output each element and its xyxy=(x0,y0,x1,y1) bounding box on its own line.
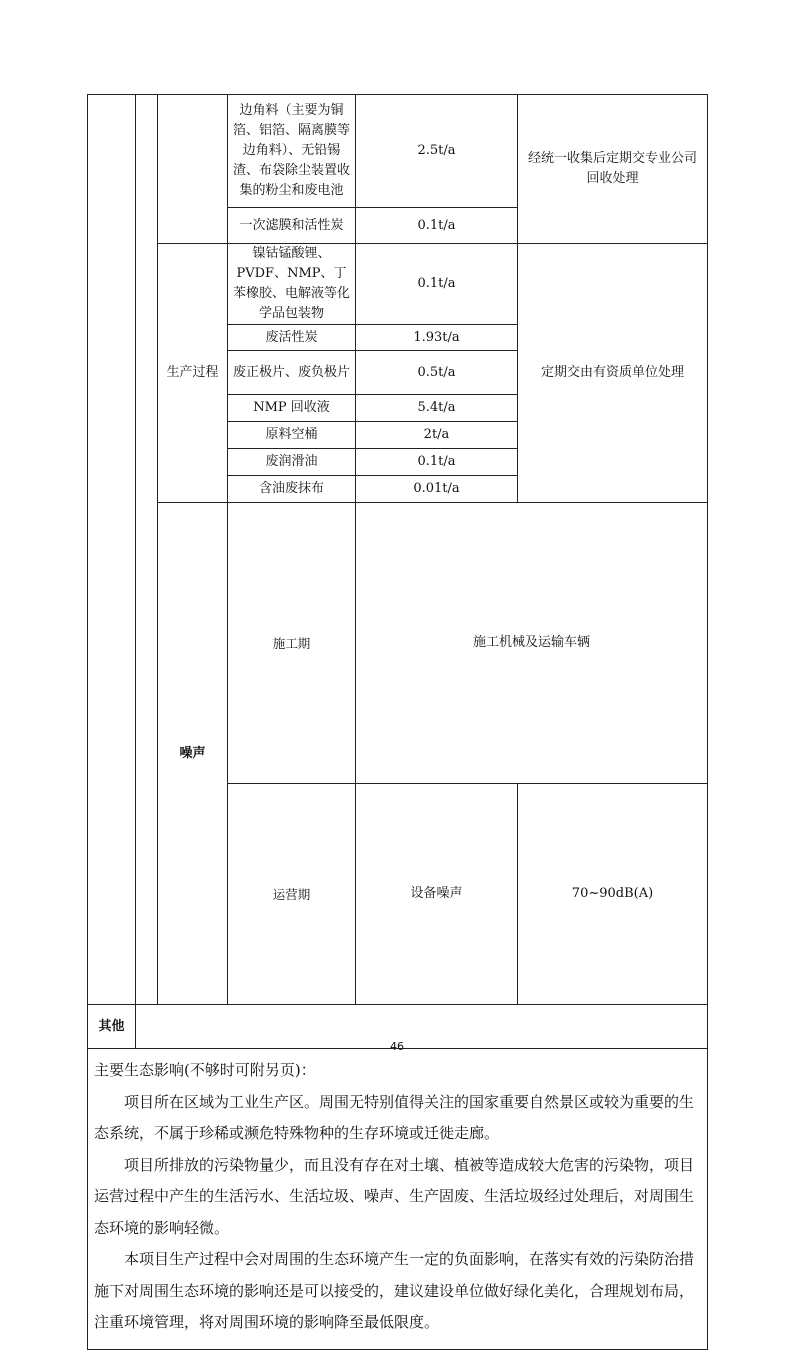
waste-item: 镍钴锰酸锂、PVDF、NMP、丁苯橡胶、电解液等化学品包装物 xyxy=(228,244,356,325)
waste-item: 含油废抹布 xyxy=(228,476,356,503)
waste-amount: 5.4t/a xyxy=(356,395,518,422)
waste-amount: 0.1t/a xyxy=(356,449,518,476)
page-number: 46 xyxy=(390,1040,404,1053)
waste-item: 废正极片、废负极片 xyxy=(228,351,356,395)
waste-item: 废润滑油 xyxy=(228,449,356,476)
ecology-paragraph: 项目所在区域为工业生产区。周围无特别值得关注的国家重要自然景区或较为重要的生态系统，不属于珍稀或濒危特殊物种的生存环境或迁徙走廊。 xyxy=(94,1092,695,1142)
ecology-heading: 主要生态影响(不够时可附另页)： xyxy=(94,1061,316,1079)
waste-measure-hazardous: 定期交由有资质单位处理 xyxy=(518,244,708,503)
waste-amount: 0.5t/a xyxy=(356,351,518,395)
other-category: 其他 xyxy=(88,1005,136,1049)
waste-item: 边角料（主要为铜箔、铝箔、隔离膜等边角料）、无铅锡渣、布袋除尘装置收集的粉尘和废电池 xyxy=(228,95,356,208)
waste-item: 废活性炭 xyxy=(228,325,356,351)
waste-amount: 1.93t/a xyxy=(356,325,518,351)
noise-operation-stage: 运营期 xyxy=(228,784,356,1005)
waste-amount: 0.1t/a xyxy=(356,208,518,244)
waste-group-label: 生产过程 xyxy=(158,244,228,503)
waste-item: 一次滤膜和活性炭 xyxy=(228,208,356,244)
waste-stage-cell xyxy=(136,95,158,1005)
noise-operation-source: 设备噪声 xyxy=(356,784,518,1005)
noise-operation-level: 70~90dB(A) xyxy=(518,784,708,1005)
waste-category-cell xyxy=(88,95,136,1005)
waste-amount: 0.1t/a xyxy=(356,244,518,325)
ecology-section xyxy=(88,1049,708,1350)
waste-measure-recycle: 经统一收集后定期交专业公司回收处理 xyxy=(518,95,708,244)
waste-amount: 2t/a xyxy=(356,422,518,449)
noise-construction-source: 施工机械及运输车辆 xyxy=(356,503,708,784)
waste-amount: 0.01t/a xyxy=(356,476,518,503)
noise-category: 噪声 xyxy=(158,503,228,1005)
pollution-table xyxy=(87,94,708,1350)
ecology-paragraph: 项目所排放的污染物量少，而且没有存在对土壤、植被等造成较大危害的污染物，项目运营过程中产生的生活污水、生活垃圾、噪声、生产固废、生活垃圾经过处理后，对周围生态环境的影响轻微。 xyxy=(94,1155,695,1237)
waste-amount: 2.5t/a xyxy=(356,95,518,208)
waste-item: 原料空桶 xyxy=(228,422,356,449)
waste-item: NMP 回收液 xyxy=(228,395,356,422)
waste-group-blank-cell xyxy=(158,95,228,244)
ecology-paragraph: 本项目生产过程中会对周围的生态环境产生一定的负面影响，在落实有效的污染防治措施下对周围生态环境的影响还是可以接受的，建议建设单位做好绿化美化，合理规划布局，注重环境管理，将对周围环境的影响降至最低限度。 xyxy=(94,1250,695,1331)
noise-construction-stage: 施工期 xyxy=(228,503,356,784)
